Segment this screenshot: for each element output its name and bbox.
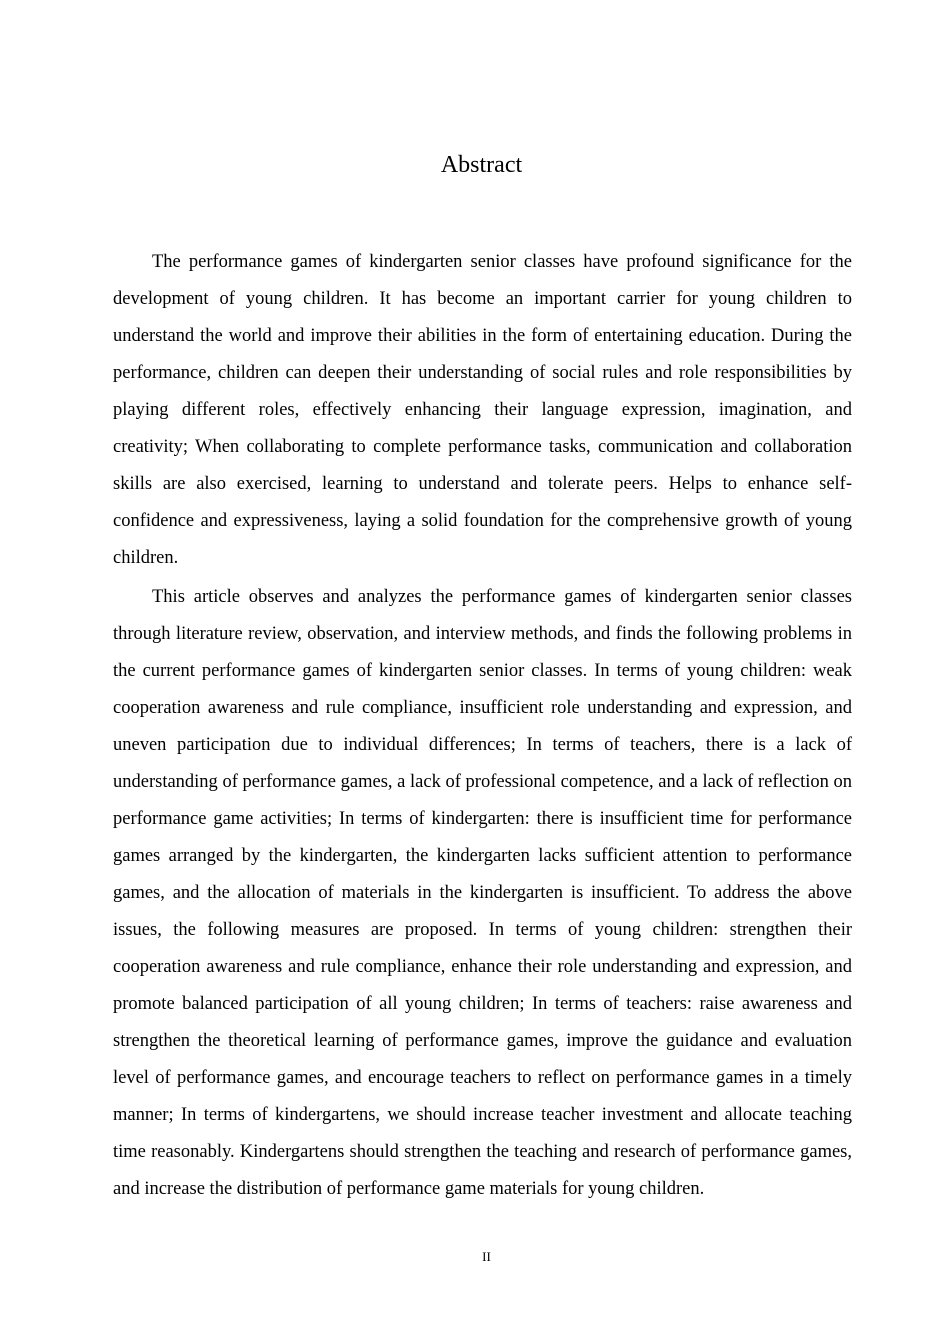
abstract-body [113,244,852,1210]
page-number: II [482,1249,491,1264]
abstract-title: Abstract [440,152,523,178]
abstract-paragraph-2: This article observes and analyzes the performance games of kindergarten senior classes through literature review, observation, and interview methods, and finds the following problems in the current performance games of kindergarten senior classes. In terms of young children: weak cooperation awareness and rule compliance, insufficient role understanding and expression, and uneven participation due to individual differences; In terms of teachers, there is a lack of understanding of performance games, a lack of professional competence, and a lack of reflection on performance game activities; In terms of kindergarten: there is insufficient time for performance games arranged by the kindergarten, the kindergarten lacks sufficient attention to performance games, and the allocation of materials in the kindergarten is insufficient. To address the above issues, the following measures are proposed. In terms of young children: strengthen their cooperation awareness and rule compliance, enhance their role understanding and expression, and promote balanced participation of all young children; In terms of teachers: raise awareness and strengthen the theoretical learning of performance games, improve the guidance and evaluation level of performance games, and encourage teachers to reflect on performance games in a timely manner; In terms of kindergartens, we should increase teacher investment and allocate teaching time reasonably. Kindergartens should strengthen the teaching and research of performance games, and increase the distribution of performance game materials for young children. [113,587,852,1199]
abstract-paragraph-1: The performance games of kindergarten senior classes have profound significance for the development of young children. It has become an important carrier for young children to understand the world and improve their abilities in the form of entertaining education. During the performance, children can deepen their understanding of social rules and role responsibilities by playing different roles, effectively enhancing their language expression, imagination, and creativity; When collaborating to complete performance tasks, communication and collaboration skills are also exercised, learning to understand and tolerate peers. Helps to enhance self-confidence and expressiveness, laying a solid foundation for the comprehensive growth of young children. [113,252,852,568]
